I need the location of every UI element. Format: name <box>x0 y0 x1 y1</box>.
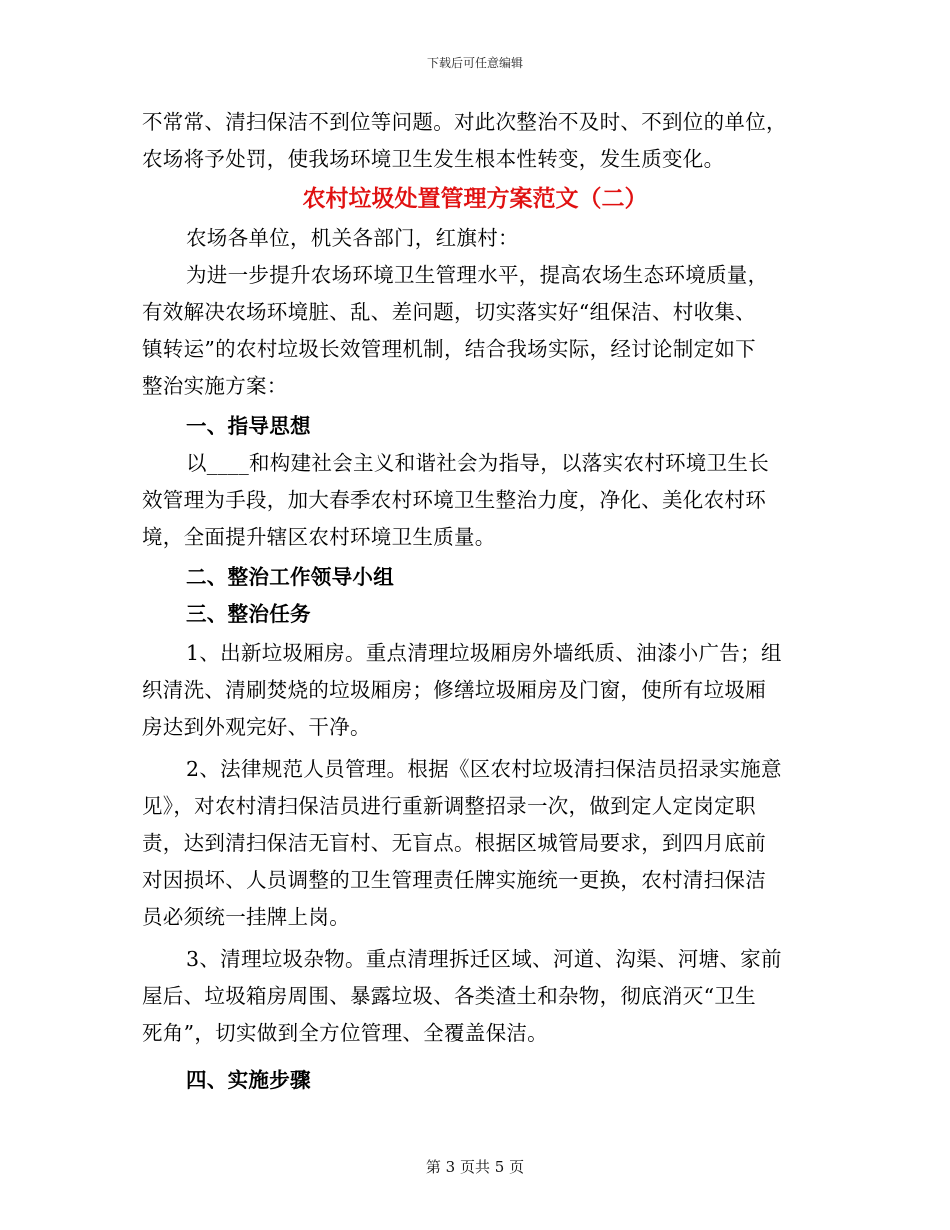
paragraph-line: 镇转运”的农村垃圾长效管理机制，结合我场实际，经讨论制定如下 <box>142 337 756 361</box>
paragraph-line: 房达到外观完好、干净。 <box>142 715 371 739</box>
paragraph-line: 1、出新垃圾厢房。重点清理垃圾厢房外墙纸质、油漆小广告；组 <box>186 641 782 665</box>
paragraph-line: 织清洗、清刷焚烧的垃圾厢房；修缮垃圾厢房及门窗，使所有垃圾厢 <box>142 678 766 702</box>
section-heading: 四、实施步骤 <box>186 1068 311 1092</box>
document-body <box>142 104 808 1099</box>
paragraph-line: 死角”，切实做到全方位管理、全覆盖保洁。 <box>142 1021 548 1045</box>
paragraph-line: 效管理为手段，加大春季农村环境卫生整治力度，净化、美化农村环 <box>142 488 766 512</box>
page-footer: 第 3 页共 5 页 <box>425 1158 525 1176</box>
paragraph-line: 2、法律规范人员管理。根据《区农村垃圾清扫保洁员招录实施意 <box>186 757 782 781</box>
paragraph-line: 以____和构建社会主义和谐社会为指导，以落实农村环境卫生长 <box>186 451 769 475</box>
section-heading: 三、整治任务 <box>186 602 311 626</box>
body-line: 不常常、清扫保洁不到位等问题。对此次整治不及时、不到位的单位， <box>142 110 787 134</box>
paragraph-line: 屋后、垃圾箱房周围、暴露垃圾、各类渣土和杂物，彻底消灭“卫生 <box>142 984 756 1008</box>
paragraph-line: 责，达到清扫保洁无盲村、无盲点。根据区城管局要求，到四月底前 <box>142 831 766 855</box>
salutation: 农场各单位，机关各部门，红旗村： <box>186 226 519 250</box>
paragraph-line: 境，全面提升辖区农村环境卫生质量。 <box>142 525 496 549</box>
paragraph-line: 有效解决农场环境脏、乱、差问题，切实落实好“组保洁、村收集、 <box>142 300 756 324</box>
paragraph-line: 见》，对农村清扫保洁员进行重新调整招录一次，做到定人定岗定职 <box>142 794 756 818</box>
body-line: 农场将予处罚，使我场环境卫生发生根本性转变，发生质变化。 <box>142 147 725 171</box>
paragraph-line: 3、清理垃圾杂物。重点清理拆迁区域、河道、沟渠、河塘、家前 <box>186 947 782 971</box>
document-title: 农村垃圾处置管理方案范文（二） <box>302 185 648 212</box>
paragraph-line: 员必须统一挂牌上岗。 <box>142 905 350 929</box>
paragraph-line: 对因损坏、人员调整的卫生管理责任牌实施统一更换，农村清扫保洁 <box>142 868 766 892</box>
page-header: 下载后可任意编辑 <box>426 56 523 70</box>
paragraph-line: 为进一步提升农场环境卫生管理水平，提高农场生态环境质量， <box>186 263 769 287</box>
paragraph-line: 整治实施方案： <box>142 374 288 398</box>
section-heading: 一、指导思想 <box>186 414 311 438</box>
section-heading: 二、整治工作领导小组 <box>186 565 394 589</box>
